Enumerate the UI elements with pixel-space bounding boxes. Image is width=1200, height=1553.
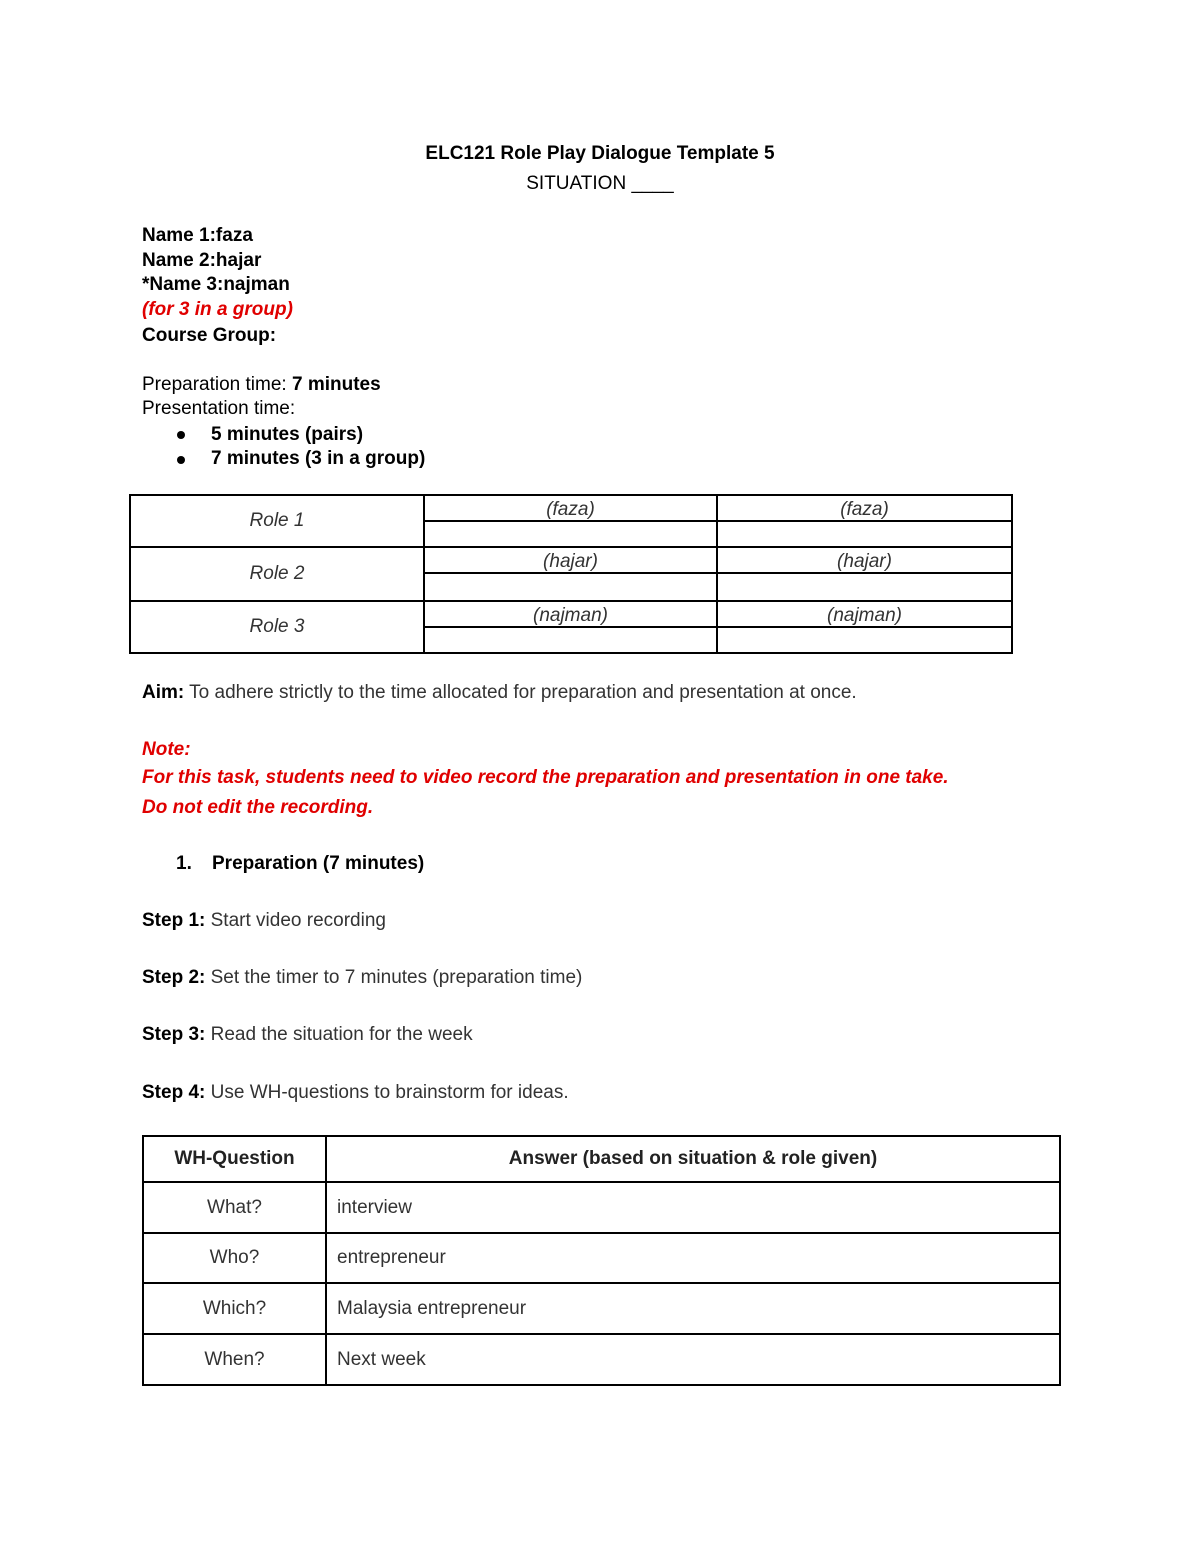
- course-group: Course Group:: [142, 325, 277, 346]
- role-label: Role 1: [131, 496, 425, 546]
- table-row: [143, 1334, 1060, 1385]
- role-label: Role 2: [131, 548, 425, 600]
- table-row: [143, 1182, 1060, 1233]
- bullet-icon: [177, 456, 185, 464]
- section-title: Preparation (7 minutes): [212, 853, 425, 874]
- name-3: *Name 3:najman: [142, 274, 290, 295]
- step-label: Step 1:: [142, 910, 206, 931]
- role-row: [131, 548, 1011, 602]
- wh-question-cell: What?: [143, 1182, 326, 1233]
- bullet-item: 7 minutes (3 in a group): [211, 448, 426, 469]
- step-text: Start video recording: [205, 910, 386, 931]
- preparation-time-value: 7 minutes: [291, 374, 381, 395]
- role-cell: (hajar): [425, 548, 718, 574]
- step-text: Set the timer to 7 minutes (preparation time): [205, 967, 583, 988]
- role-cell: (najman): [718, 602, 1011, 628]
- step-item: [142, 909, 386, 933]
- group-note: (for 3 in a group): [142, 299, 293, 320]
- answer-cell: entrepreneur: [326, 1233, 1060, 1283]
- wh-question-cell: When?: [143, 1334, 326, 1385]
- presentation-time-label: Presentation time:: [142, 398, 296, 419]
- step-text: Read the situation for the week: [205, 1024, 473, 1045]
- wh-question-cell: Who?: [143, 1233, 326, 1283]
- table-row: [143, 1233, 1060, 1283]
- section-number: 1.: [176, 853, 192, 874]
- aim-paragraph: [142, 681, 857, 705]
- note-line: For this task, students need to video record the preparation and presentation in one take.: [142, 767, 949, 788]
- aim-text: To adhere strictly to the time allocated for preparation and presentation at once.: [184, 682, 857, 703]
- role-label: Role 3: [131, 602, 425, 652]
- table-row: [143, 1283, 1060, 1334]
- wh-question-table: [142, 1135, 1061, 1386]
- step-label: Step 3:: [142, 1024, 206, 1045]
- role-row: [131, 496, 1011, 548]
- table-header: Answer (based on situation & role given): [326, 1136, 1060, 1182]
- wh-question-cell: Which?: [143, 1283, 326, 1334]
- preparation-time: [142, 373, 381, 397]
- note-label: Note:: [142, 739, 191, 760]
- role-cell: (hajar): [718, 548, 1011, 574]
- role-row: [131, 602, 1011, 652]
- step-item: [142, 966, 582, 990]
- role-cell-empty: [425, 628, 718, 652]
- aim-label: Aim:: [142, 682, 185, 703]
- name-1: Name 1:faza: [142, 225, 253, 246]
- situation-heading: [0, 173, 1200, 195]
- role-cell: (najman): [425, 602, 718, 628]
- step-item: [142, 1023, 473, 1047]
- step-text: Use WH-questions to brainstorm for ideas.: [205, 1082, 569, 1103]
- document-title: ELC121 Role Play Dialogue Template 5: [425, 143, 775, 164]
- step-label: Step 4:: [142, 1082, 206, 1103]
- situation-text: SITUATION ____: [526, 173, 674, 194]
- role-cell: (faza): [718, 496, 1011, 522]
- answer-cell: Malaysia entrepreneur: [326, 1283, 1060, 1334]
- step-label: Step 2:: [142, 967, 206, 988]
- answer-cell: interview: [326, 1182, 1060, 1233]
- answer-cell: Next week: [326, 1334, 1060, 1385]
- note-line: Do not edit the recording.: [142, 797, 374, 818]
- role-table: [129, 494, 1013, 654]
- bullet-icon: [177, 431, 185, 439]
- name-2: Name 2:hajar: [142, 250, 262, 271]
- bullet-item: 5 minutes (pairs): [211, 424, 364, 445]
- step-item: [142, 1081, 569, 1105]
- role-cell: (faza): [425, 496, 718, 522]
- role-cell-empty: [425, 522, 718, 548]
- preparation-time-label: Preparation time:: [142, 374, 292, 395]
- table-header: WH-Question: [143, 1136, 326, 1182]
- table-header-row: [143, 1136, 1060, 1182]
- role-cell-empty: [425, 574, 718, 600]
